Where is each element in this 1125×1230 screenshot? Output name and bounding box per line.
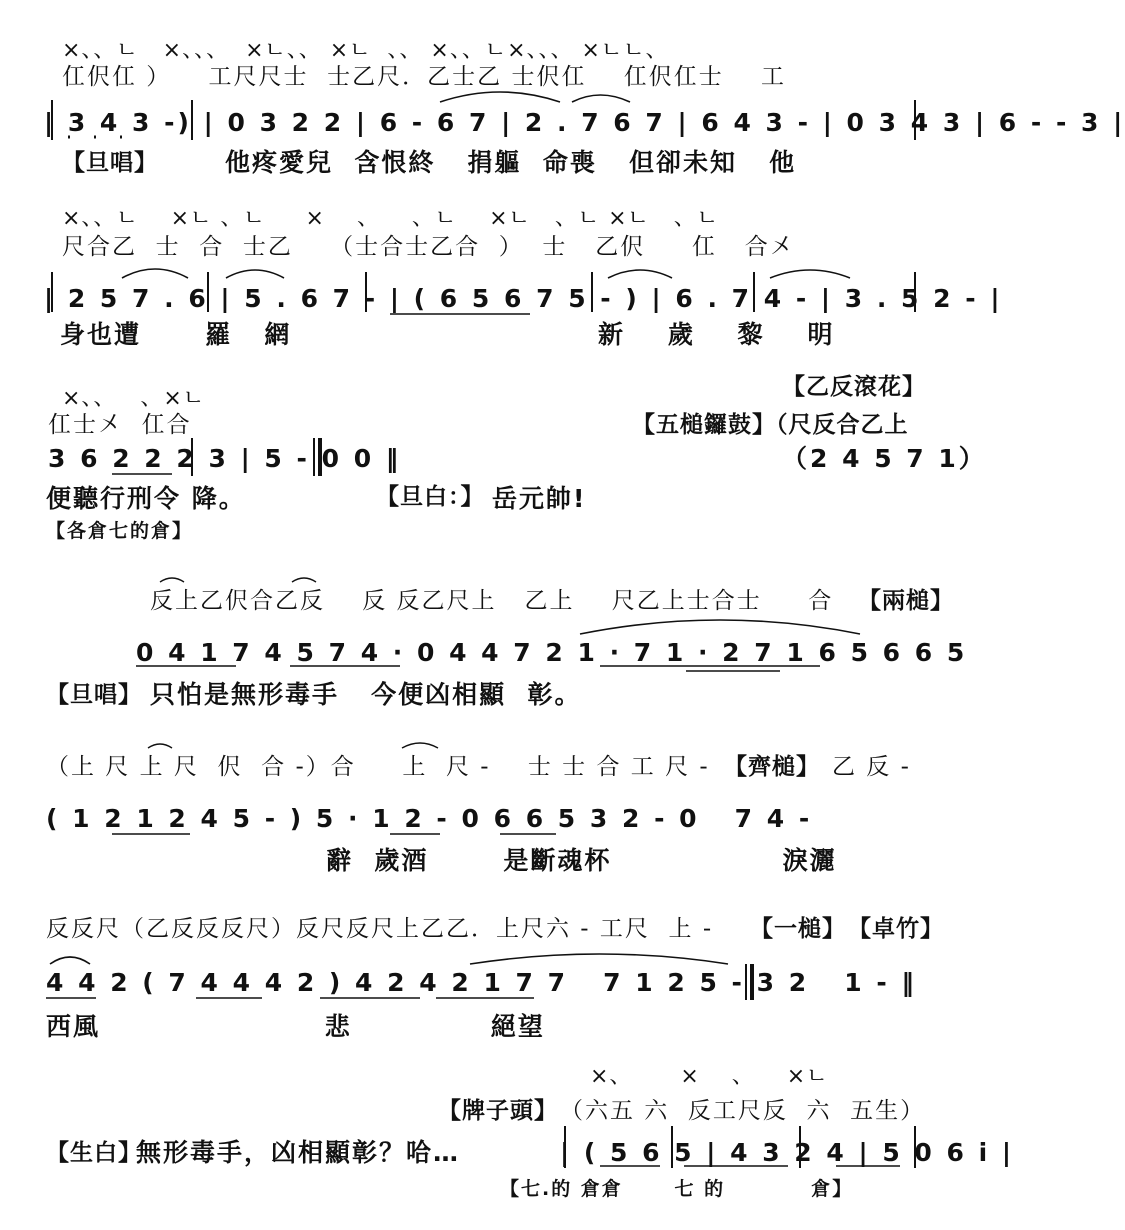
speech-text: 岳元帥! [492, 484, 587, 513]
percussion-pattern: 【各倉七的倉】 [46, 520, 194, 542]
section-tag-6a: 【一槌】 [750, 916, 846, 942]
lyric-line-3: 便聽行刑令 降。 [46, 484, 246, 513]
numbered-notation-line-5: ( 1 2 1 2 4 5 - ) 5 · 1 2 - 0 6 6 5 3 2 - 0 7 4 - [46, 804, 813, 833]
numbered-notation-line-1: | 3 4 3 -) | 0 3 2 2 | 6 - 6 7 | 2 . 7 6 7 | 6 4 3 - | 0 3 4 3 | 6 - - 3 | [44, 108, 1125, 137]
percussion-pattern-7: 【七.的 倉倉 七 的 倉】 [500, 1178, 854, 1200]
numbered-notation-line-2: | 2 5 7 . 6 | 5 . 6 7 - | ( 6 5 6 7 5 - ) | 6 . 7 4 - | 3 . 5 2 - | [44, 284, 1003, 313]
speech-text-7: 無形毒手，凶相顯彰？哈… [136, 1138, 461, 1167]
role-label-4: 【旦唱】 [46, 682, 142, 708]
gongche-line-7: （六五 六 反工尺反 六 五生） [560, 1098, 926, 1124]
numbered-notation-line-7: | ( 5 6 5 | 4 3 2 4 | 5 0 6 i | [560, 1138, 1015, 1167]
rhythm-marks-line-1: ×、、ㄴ ×、、、 ×ㄴ、、 ×ㄴ 、、 ×、、ㄴ×、、、 ×ㄴㄴ、 [62, 38, 669, 63]
rhythm-marks-line-7: ×、 × 、 ×ㄴ [590, 1064, 829, 1089]
role-label: 【旦唱】 [62, 150, 158, 176]
lyric-line-2b: 新 歲 黎 明 [598, 320, 835, 349]
numbered-notation-right: （2 4 5 7 1） [782, 444, 987, 473]
numbered-notation-line-6: 4 4 2 ( 7 4 4 4 2 ) 4 2 4 2 1 7 7 7 1 2 5 - 3 2 1 - ‖ [46, 968, 917, 997]
gongche-line-6: 反反尺（乙反反反尺）反尺反尺上乙乙．上尺六 - 工尺 上 - [46, 916, 714, 942]
speech-role-7: 【生白】 [46, 1140, 142, 1166]
lyric-line-6: 西風 悲 絕望 [46, 1012, 545, 1041]
rhythm-marks-line-2: ×、、ㄴ ×ㄴ 、ㄴ × 、 、ㄴ ×ㄴ 、ㄴ ×ㄴ 、ㄴ [62, 206, 719, 231]
lyric-line-2a: 身也遭 羅 網 [60, 320, 292, 349]
numbered-notation-line-4: 0 4 1 7 4 5 7 4 · 0 4 4 7 2 1 · 7 1 · 2 7 1 6 5 6 6 5 [136, 638, 968, 667]
gongche-line-5b: 乙 反 - [832, 754, 911, 780]
section-tag-mid: 【五槌鑼鼓】（尺反合乙上 [632, 412, 909, 438]
section-tag-5: 【齊槌】 [724, 754, 820, 780]
rhythm-marks-line-3: ×、、 、×ㄴ [62, 386, 206, 411]
speech-role: 【旦白：】 [376, 484, 485, 510]
gongche-line-4: 反上乙伬合乙反 反 反乙尺上 乙上 尺乙上士合士 合 [150, 588, 834, 614]
lyric-line-5: 辭 歲酒 是斷魂杯 淚灑 [326, 846, 837, 875]
numbered-notation-line-3: 3 6 2 2 2 3 | 5 - 0 0 ‖ [48, 444, 402, 473]
lyric-line-1: 他疼愛兒 含恨終 捐軀 命喪 但卻未知 他 [225, 148, 797, 177]
section-tag-top: 【乙反滾花】 [782, 374, 926, 400]
gongche-line-1: 仜伬仜 ） 工尺尺士 士乙尺．乙士乙 士伬仜 仜伬仜士 工 [62, 64, 786, 90]
section-tag-6b: 【卓竹】 [848, 916, 944, 942]
gongche-line-3: 仜士㐅 仜合 [48, 412, 192, 438]
section-tag-7: 【牌子頭】 [438, 1098, 558, 1124]
gongche-line-2: 尺合乙 士 合 士乙 （士合士乙合 ） 士 乙伬 仜 合㐅 [62, 234, 795, 260]
section-tag-4: 【兩槌】 [858, 588, 954, 614]
gongche-line-5a: （上 尺 上 尺 伬 合 -）合 上 尺 - 士 士 合 工 尺 - [46, 754, 710, 780]
lyric-line-4: 只怕是無形毒手 今便凶相顯 彰。 [150, 680, 582, 709]
